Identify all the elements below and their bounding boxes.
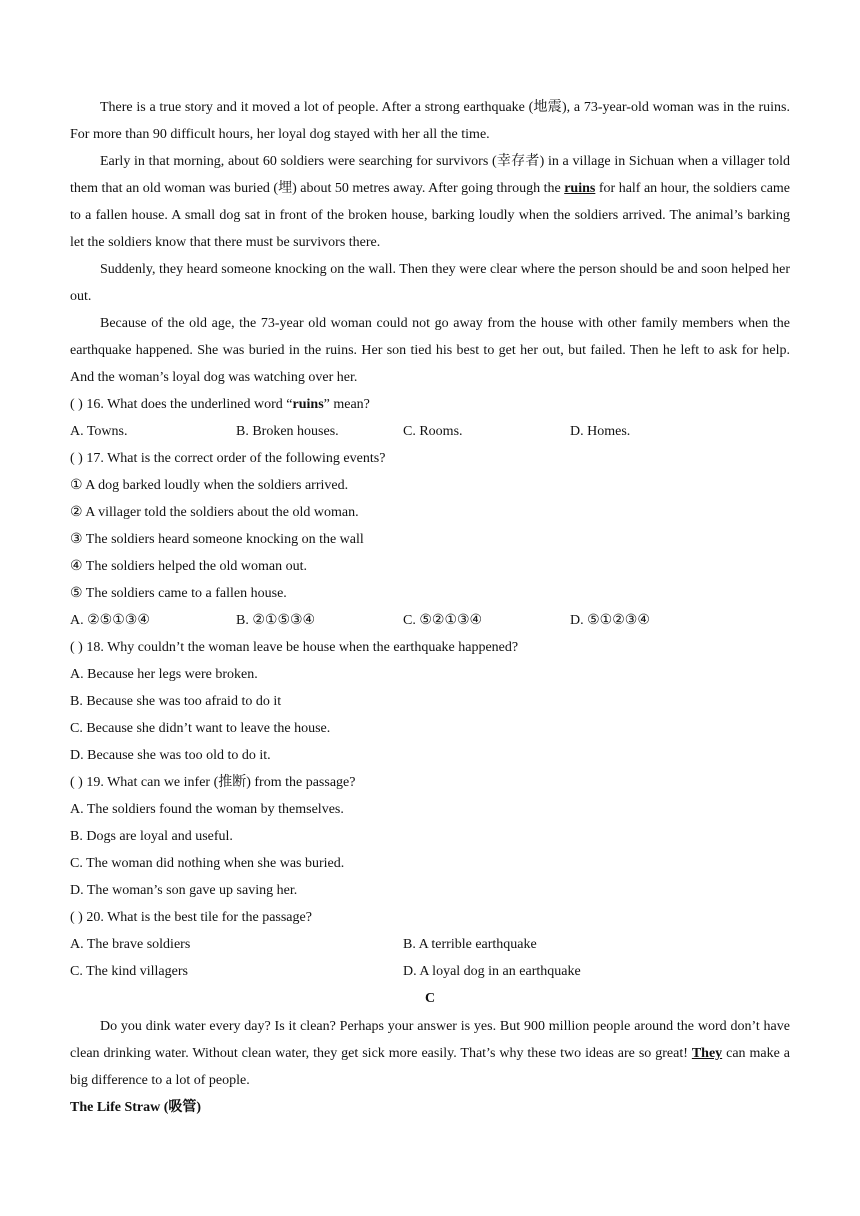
section-c-heading: C (424, 991, 436, 1006)
question-16-option-b: B. Broken houses. (236, 424, 339, 439)
passage-b-paragraph-4 (70, 310, 790, 391)
question-18-option-d: D. Because she was too old to do it. (70, 748, 271, 763)
question-17-event-3: ③ The soldiers heard someone knocking on the wall (70, 532, 364, 547)
paragraph-text: Early in that morning, about 60 soldiers were searching for survivors (幸存者) in a village in Sichuan when a villager told them that an old woman was buried (埋) about 50 metres away. After going through the (70, 154, 790, 196)
question-18-option-b: B. Because she was too afraid to do it (70, 694, 282, 709)
paragraph-text: can make a big difference to a lot of people. (70, 1046, 790, 1088)
question-17-event-1: ① A dog barked loudly when the soldiers arrived. (70, 478, 349, 493)
underlined-word-ruins: ruins (564, 181, 596, 196)
question-19-option-b: B. Dogs are loyal and useful. (70, 829, 233, 844)
question-17-option-c: C. ⑤②①③④ (403, 613, 483, 628)
stem-text: ( ) 16. What does the underlined word “ (70, 397, 293, 412)
question-18-option-a: A. Because her legs were broken. (70, 667, 258, 682)
question-20-option-d: D. A loyal dog in an earthquake (403, 964, 581, 979)
paragraph-text: Because of the old age, the 73-year old woman could not go away from the house with other family members when the earthquake happened. She was buried in the ruins. Her son tied his best to get her out, but failed. Then he left to ask for help. And the woman’s loyal dog was watching over her. (70, 316, 790, 385)
question-19-option-a: A. The soldiers found the woman by themselves. (70, 802, 344, 817)
passage-b-paragraph-1 (70, 94, 790, 148)
question-17-event-4: ④ The soldiers helped the old woman out. (70, 559, 308, 574)
question-17-stem: ( ) 17. What is the correct order of the following events? (70, 451, 386, 466)
question-16-option-c: C. Rooms. (403, 424, 463, 439)
question-19-stem: ( ) 19. What can we infer (推断) from the passage? (70, 775, 356, 790)
passage-b-paragraph-2 (70, 148, 790, 256)
question-16-option-d: D. Homes. (570, 424, 631, 439)
paragraph-text: Do you dink water every day? Is it clean? Perhaps your answer is yes. But 900 million people around the word don’t have clean drinking water. Without clean water, they get sick more easily. That’s why these two ideas are so great! (70, 1019, 790, 1061)
question-20-option-b: B. A terrible earthquake (403, 937, 537, 952)
underlined-word-they: They (691, 1046, 723, 1061)
question-17-event-5: ⑤ The soldiers came to a fallen house. (70, 586, 287, 601)
question-18-stem: ( ) 18. Why couldn’t the woman leave be house when the earthquake happened? (70, 640, 519, 655)
passage-b-paragraph-3 (70, 256, 790, 310)
section-c-subheading: The Life Straw (吸管) (70, 1100, 202, 1115)
section-c-paragraph-1 (70, 1013, 790, 1094)
stem-text: ” mean? (323, 397, 370, 412)
question-17-option-d: D. ⑤①②③④ (570, 613, 650, 628)
paragraph-text: There is a true story and it moved a lot of people. After a strong earthquake (地震), a 73-year-old woman was in the ruins. For more than 90 difficult hours, her loyal dog stayed with her all the time. (70, 100, 790, 142)
question-17-option-a: A. ②⑤①③④ (70, 613, 150, 628)
question-16-option-a: A. Towns. (70, 424, 128, 439)
question-18-option-c: C. Because she didn’t want to leave the house. (70, 721, 331, 736)
question-16-stem (70, 391, 370, 418)
question-17-event-2: ② A villager told the soldiers about the old woman. (70, 505, 359, 520)
question-20-option-a: A. The brave soldiers (70, 937, 191, 952)
question-20-stem: ( ) 20. What is the best tile for the passage? (70, 910, 312, 925)
question-19-option-d: D. The woman’s son gave up saving her. (70, 883, 298, 898)
stem-bold-word: ruins (292, 397, 324, 412)
question-20-option-c: C. The kind villagers (70, 964, 188, 979)
paragraph-text: Suddenly, they heard someone knocking on the wall. Then they were clear where the person should be and soon helped her out. (70, 262, 790, 304)
paragraph-text: for half an hour, the soldiers came to a fallen house. A small dog sat in front of the broken house, barking loudly when the soldiers arrived. The animal’s barking let the soldiers know that there must be survivors there. (70, 181, 791, 250)
question-19-option-c: C. The woman did nothing when she was buried. (70, 856, 345, 871)
question-17-option-b: B. ②①⑤③④ (236, 613, 316, 628)
